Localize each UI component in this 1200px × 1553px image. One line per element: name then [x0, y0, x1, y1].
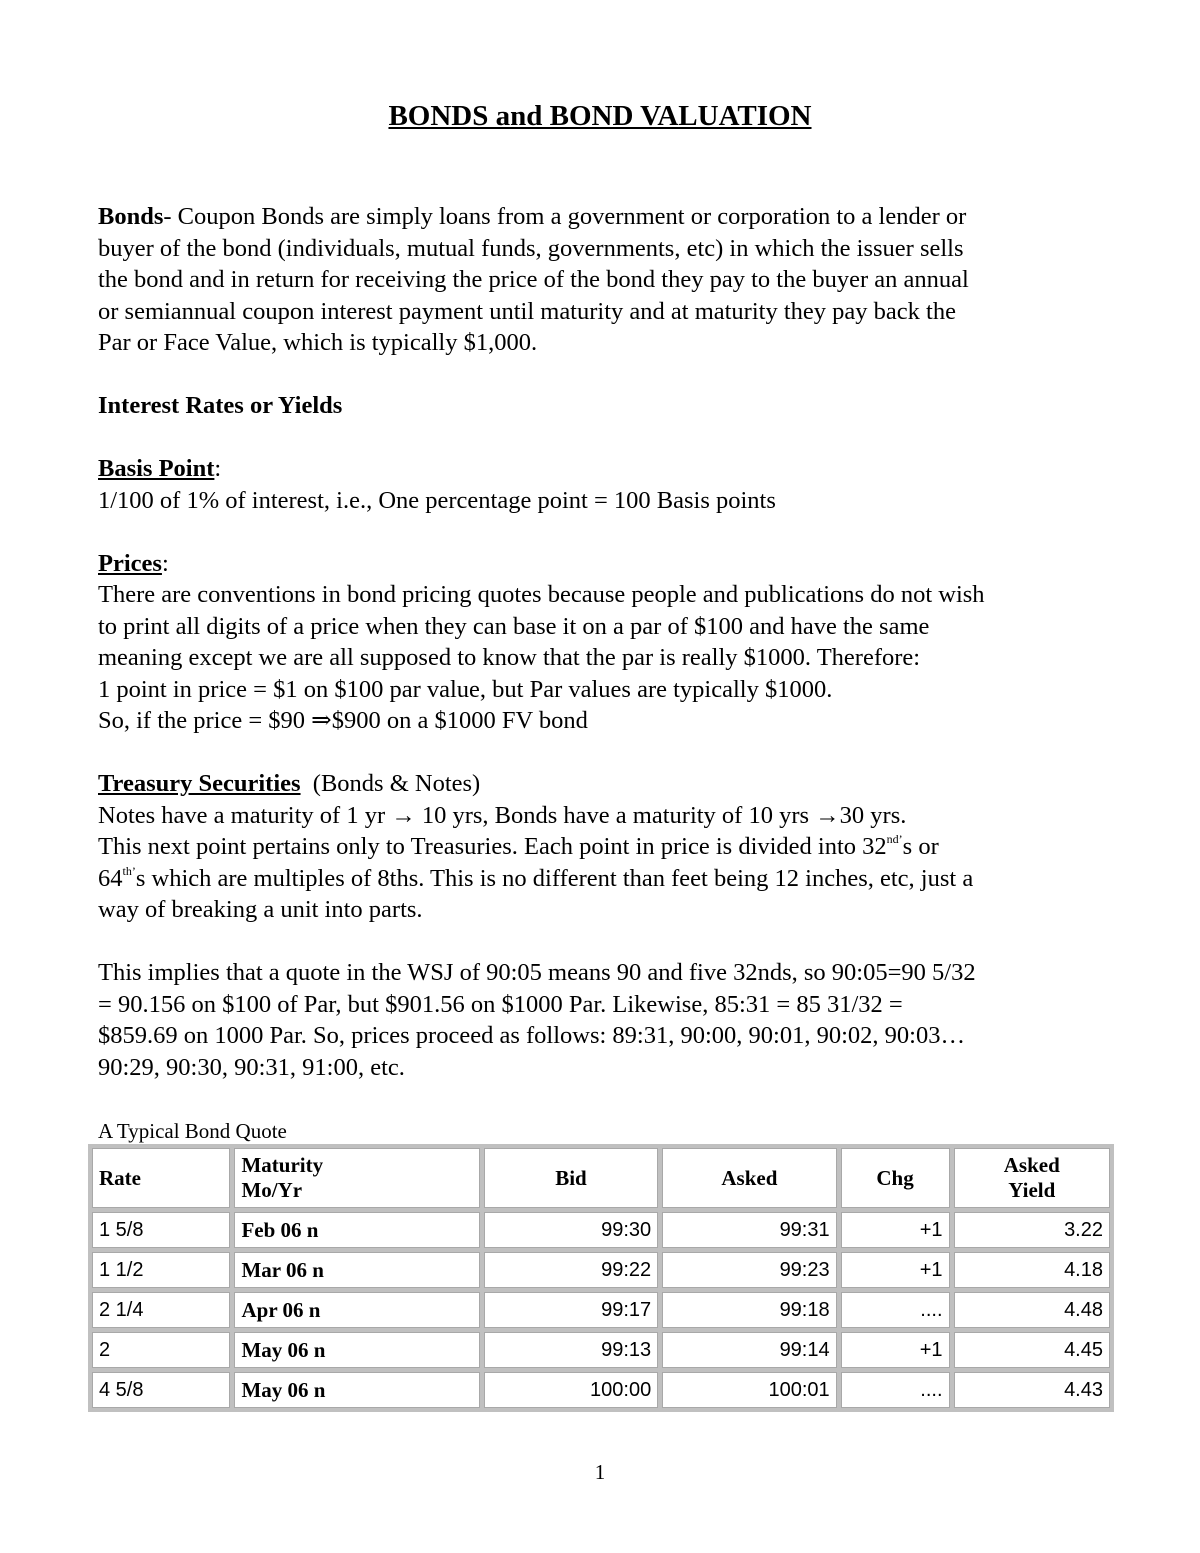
implies-paragraph-line: $859.69 on 1000 Par. So, prices proceed as follows: 89:31, 90:00, 90:01, 90:02, 90:03… — [98, 1022, 965, 1049]
cell-rate: 1 5/8 — [92, 1212, 230, 1248]
prices-paragraph-line: So, if the price = $90 ⇒$900 on a $1000 FV bond — [98, 707, 588, 734]
cell-yield: 4.48 — [954, 1292, 1110, 1328]
cell-rate: 1 1/2 — [92, 1252, 230, 1288]
table-caption: A Typical Bond Quote — [98, 1119, 287, 1143]
prices-heading: Prices: — [98, 549, 169, 577]
bonds-paragraph-line: Bonds- Coupon Bonds are simply loans from a government or corporation to a lender or — [98, 203, 967, 230]
cell-bid: 99:30 — [484, 1212, 658, 1248]
treasury-heading: Treasury Securities (Bonds & Notes) — [98, 770, 481, 797]
cell-yield: 4.18 — [954, 1252, 1110, 1288]
bonds-paragraph-line: or semiannual coupon interest payment until maturity and at maturity they pay back the — [98, 297, 956, 325]
cell-chg: +1 — [841, 1212, 950, 1248]
cell-bid: 100:00 — [484, 1372, 658, 1408]
cell-rate: 2 1/4 — [92, 1292, 230, 1328]
cell-asked: 100:01 — [662, 1372, 836, 1408]
header-bid: Bid — [484, 1148, 658, 1208]
cell-asked: 99:23 — [662, 1252, 836, 1288]
treasury-paragraph-line: way of breaking a unit into parts. — [98, 896, 423, 923]
cell-chg: +1 — [841, 1252, 950, 1288]
cell-bid: 99:17 — [484, 1292, 658, 1328]
page-number: 1 — [594, 1460, 606, 1484]
prices-paragraph-line: 1 point in price = $1 on $100 par value, but Par values are typically $1000. — [98, 675, 833, 703]
cell-maturity: Feb 06 n — [234, 1212, 479, 1248]
cell-rate: 4 5/8 — [92, 1372, 230, 1408]
cell-asked: 99:14 — [662, 1332, 836, 1368]
page-title: BONDS and BOND VALUATION — [388, 100, 812, 132]
basis-point-definition: 1/100 of 1% of interest, i.e., One percentage point = 100 Basis points — [98, 486, 776, 514]
header-asked-yield: Asked Yield — [954, 1148, 1110, 1208]
header-asked: Asked — [662, 1148, 836, 1208]
basis-point-heading: Basis Point: — [98, 455, 222, 482]
cell-maturity: May 06 n — [234, 1372, 479, 1408]
table-row — [92, 1252, 1110, 1288]
cell-chg: +1 — [841, 1332, 950, 1368]
document-body — [98, 201, 1108, 1083]
cell-maturity: Mar 06 n — [234, 1252, 479, 1288]
cell-bid: 99:13 — [484, 1332, 658, 1368]
table-row — [92, 1332, 1110, 1368]
table-header-row — [92, 1148, 1110, 1208]
treasury-paragraph-line: This next point pertains only to Treasuries. Each point in price is divided into $32^{nd’}s$ or — [98, 832, 939, 860]
cell-yield: 4.43 — [954, 1372, 1110, 1408]
treasury-paragraph-line: Notes have a maturity of 1 yr → 10 yrs, Bonds have a maturity of 10 yrs →30 yrs. — [98, 801, 907, 829]
implies-paragraph-line: 90:29, 90:30, 90:31, 91:00, etc. — [98, 1053, 405, 1081]
cell-chg: .... — [841, 1372, 950, 1408]
table-row — [92, 1372, 1110, 1408]
bonds-paragraph-line: the bond and in return for receiving the price of the bond they pay to the buyer an annual — [98, 266, 969, 293]
header-chg: Chg — [841, 1148, 950, 1208]
implies-paragraph-line: This implies that a quote in the WSJ of 90:05 means 90 and five 32nds, so 90:05=90 5/32 — [98, 959, 976, 986]
bonds-paragraph-line: Par or Face Value, which is typically $1,000. — [98, 329, 538, 356]
implies-paragraph-line: = 90.156 on $100 of Par, but $901.56 on $1000 Par. Likewise, 85:31 = 85 31/32 = — [98, 990, 903, 1018]
cell-asked: 99:18 — [662, 1292, 836, 1328]
interest-rates-heading: Interest Rates or Yields — [98, 392, 343, 419]
table-row — [92, 1292, 1110, 1328]
prices-paragraph-line: There are conventions in bond pricing quotes because people and publications do not wish — [98, 581, 985, 608]
table-row — [92, 1212, 1110, 1248]
bond-quote-table — [88, 1144, 1114, 1412]
cell-bid: 99:22 — [484, 1252, 658, 1288]
cell-yield: 3.22 — [954, 1212, 1110, 1248]
cell-chg: .... — [841, 1292, 950, 1328]
bonds-paragraph-line: buyer of the bond (individuals, mutual funds, governments, etc) in which the issuer sells — [98, 234, 964, 262]
bonds-label: Bonds — [98, 203, 164, 230]
header-rate: Rate — [92, 1148, 230, 1208]
cell-yield: 4.45 — [954, 1332, 1110, 1368]
prices-paragraph-line: meaning except we are all supposed to know that the par is really $1000. Therefore: — [98, 644, 921, 671]
treasury-paragraph-line: $64^{th’}s$ which are multiples of 8ths. This is no different than feet being 12 inches, etc, just a — [98, 863, 974, 892]
cell-maturity: May 06 n — [234, 1332, 479, 1368]
prices-paragraph-line: to print all digits of a price when they can base it on a par of $100 and have the same — [98, 612, 930, 640]
cell-maturity: Apr 06 n — [234, 1292, 479, 1328]
header-maturity: Maturity Mo/Yr — [234, 1148, 479, 1208]
cell-rate: 2 — [92, 1332, 230, 1368]
cell-asked: 99:31 — [662, 1212, 836, 1248]
